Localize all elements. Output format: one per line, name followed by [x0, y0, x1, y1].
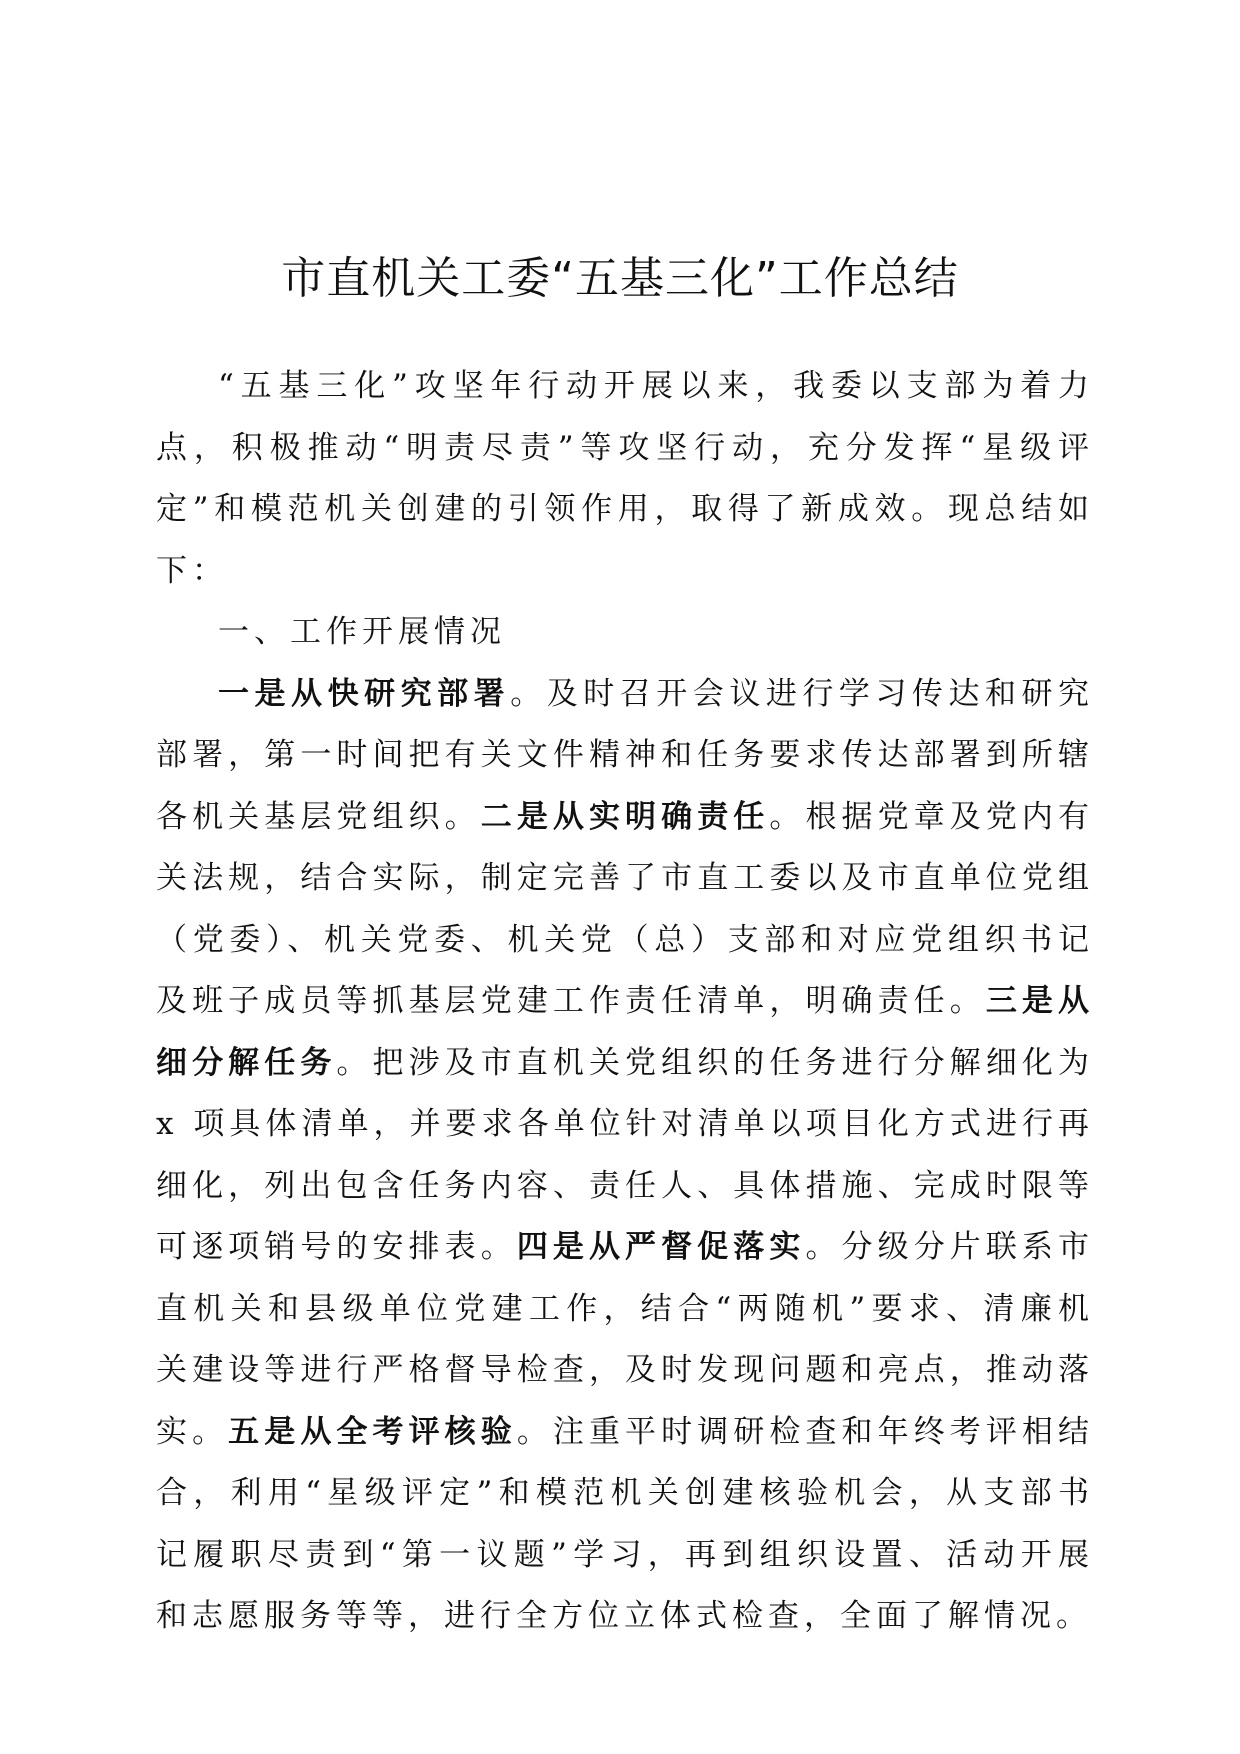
intro-paragraph: “五基三化”攻坚年行动开展以来，我委以支部为着力点，积极推动“明责尽责”等攻坚行动，充分发挥“星级评定”和模范机关创建的引领作用，取得了新成效。现总结如下：	[156, 368, 1094, 589]
point-text: 。把涉及市直机关党组织的任务进行分解细化为 x 项具体清单，并要求各单位针对清单以项目化方式进行再细化，列出包含任务内容、责任人、具体措施、完成时限等可逐项销号的安排表。	[156, 1044, 1095, 1265]
point-label: 二是从实明确责任	[480, 798, 770, 835]
document-body	[156, 356, 1094, 1648]
section-heading: 一、工作开展情况	[218, 614, 506, 650]
point-text: 。分级分片联系市直机关和县级单位党建工作，结合“两随机”要求、清廉机关建设等进行严格督导检查，及时发现问题和亮点，推动落实。	[156, 1229, 1095, 1450]
document-title: 市直机关工委“五基三化”工作总结	[281, 253, 959, 304]
point-text: 。注重平时调研检查和年终考评相结合，利用“星级评定”和模范机关创建核验机会，从支部书记履职尽责到“第一议题”学习，再到组织设置、活动开展和志愿服务等等，进行全方位立体式检查，全面了解情况。	[156, 1413, 1095, 1634]
work-points-paragraph	[156, 664, 1094, 1648]
point-label: 五是从全考评核验	[228, 1413, 517, 1450]
point-label: 四是从严督促落实	[516, 1229, 806, 1265]
point-text: 。及时召开会议进行学习传达和研究部署，第一时间把有关文件精神和任务要求传达部署到所辖各机关基层党组织。	[156, 675, 1095, 835]
point-label: 三是从细分解任务	[156, 983, 1095, 1081]
point-text: 。根据党章及党内有关法规，结合实际，制定完善了市直工委以及市直单位党组（党委）、机关党委、机关党（总）支部和对应党组织书记及班子成员等抓基层党建工作责任清单，明确责任。	[156, 798, 1095, 1019]
point-label: 一是从快研究部署	[218, 675, 511, 712]
